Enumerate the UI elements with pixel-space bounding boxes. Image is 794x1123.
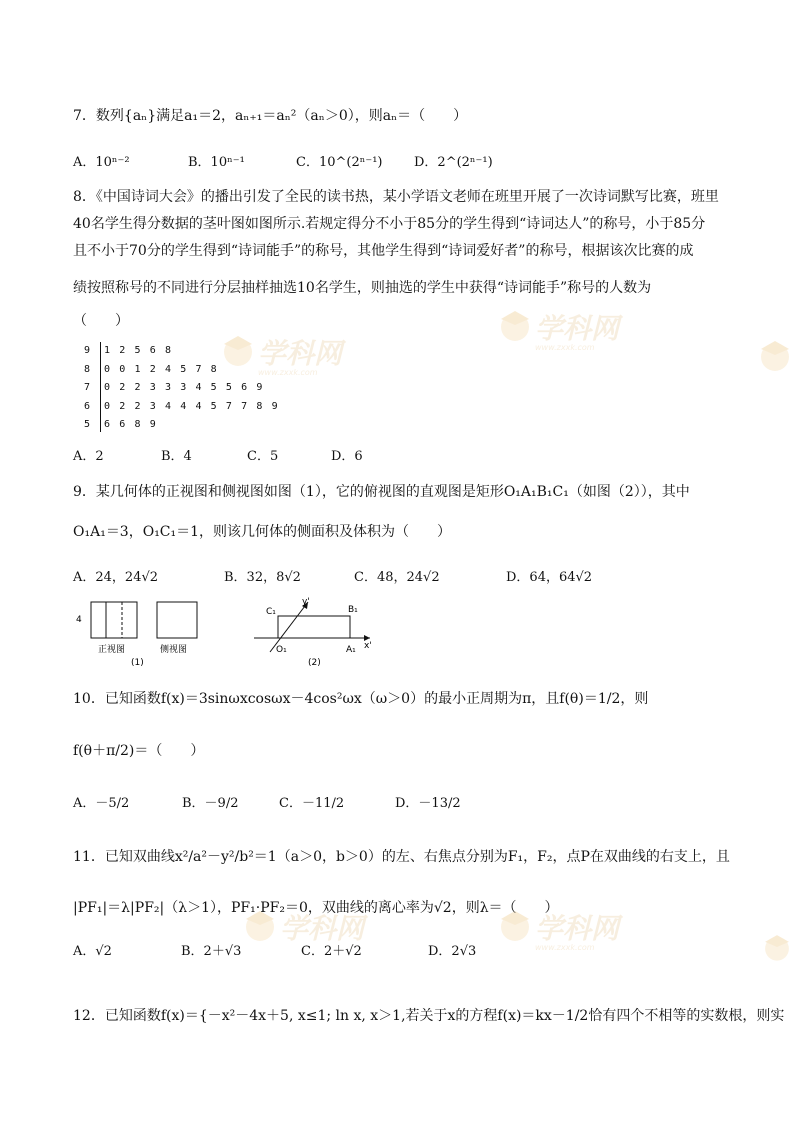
watermark-logo-2: 学科网 www.zxxk.com bbox=[495, 305, 675, 365]
q9-option-c: C．48，24√2 bbox=[354, 570, 440, 585]
label-o1: O₁ bbox=[276, 645, 287, 655]
q7-option-c: C．10^(2ⁿ⁻¹) bbox=[296, 155, 383, 170]
fig2-caption: (2) bbox=[308, 658, 321, 668]
q11-option-d: D．2√3 bbox=[428, 944, 477, 959]
side-view-rect bbox=[157, 602, 197, 638]
label-a1: A₁ bbox=[346, 645, 356, 655]
question-7-stem: 7．数列{aₙ}满足a₁＝2，aₙ₊₁＝aₙ²（aₙ＞0），则aₙ＝（ ） bbox=[73, 108, 468, 124]
stem-leaf-row: 8 0 0 1 2 4 5 7 8 bbox=[84, 363, 219, 375]
front-view-label: 正视图 bbox=[98, 645, 126, 655]
fig1-height-label: 4 bbox=[76, 615, 82, 625]
q9-option-b: B．32，8√2 bbox=[224, 570, 301, 585]
watermark-logo-4: 学科网 www.zxxk.com bbox=[495, 905, 675, 965]
question-8-line-4: 绩按照称号的不同进行分层抽样抽选10名学生，则抽选的学生中获得“诗词能手”称号的人数为 bbox=[73, 280, 652, 296]
figure-2-rectangle bbox=[250, 596, 380, 668]
q11-option-b: B．2＋√3 bbox=[181, 944, 242, 959]
stem-leaf-row: 6 0 2 2 3 4 4 4 5 7 7 8 9 bbox=[84, 400, 280, 412]
q9-option-d: D．64，64√2 bbox=[506, 570, 593, 585]
q8-option-a: A．2 bbox=[73, 449, 104, 464]
watermark-logo-5: 学科网 bbox=[240, 905, 400, 965]
question-8-line-3: 且不小于70分的学生得到“诗词能手”的称号，其他学生得到“诗词爱好者”的称号，根据该次比赛的成 bbox=[73, 243, 694, 259]
watermark-logo-1: 学科网 www.zxxk.com bbox=[218, 330, 398, 390]
question-8-line-2: 40名学生得分数据的茎叶图如图所示.若规定得分不小于85分的学生得到“诗词达人”的称号，小于85分 bbox=[73, 216, 706, 232]
q7-option-d: D．2^(2ⁿ⁻¹) bbox=[414, 155, 493, 170]
stem-leaf-plot bbox=[84, 342, 279, 435]
label-c1: C₁ bbox=[266, 607, 276, 617]
question-9-line-2: O₁A₁＝3，O₁C₁＝1，则该几何体的侧面积及体积为（ ） bbox=[73, 524, 452, 540]
question-8-line-5: （ ） bbox=[73, 313, 129, 329]
question-11-line-1: 11．已知双曲线x²/a²－y²/b²＝1（a＞0，b＞0）的左、右焦点分别为F₁，F₂，点P在双曲线的右支上，且 bbox=[73, 849, 730, 865]
label-x: x' bbox=[364, 641, 372, 651]
q10-option-b: B．－9/2 bbox=[182, 796, 239, 811]
q8-option-d: D．6 bbox=[331, 449, 363, 464]
question-8-line-1: 8．《中国诗词大会》的播出引发了全民的读书热，某小学语文老师在班里开展了一次诗词默写比赛，班里 bbox=[73, 189, 719, 205]
question-12-line-1: 12．已知函数f(x)＝{－x²－4x＋5, x≤1; ln x, x＞1,若关于x的方程f(x)＝kx－1/2恰有四个不相等的实数根，则实 bbox=[73, 1008, 785, 1024]
label-y: y' bbox=[302, 597, 310, 607]
figure-1-views bbox=[70, 596, 210, 668]
q10-option-d: D．－13/2 bbox=[395, 796, 461, 811]
stem-leaf-row: 9 1 2 5 6 8 bbox=[84, 345, 173, 356]
question-9-line-1: 9．某几何体的正视图和侧视图如图（1），它的俯视图的直观图是矩形O₁A₁B₁C₁（如图（2）），其中 bbox=[73, 484, 690, 500]
question-10-line-1: 10．已知函数f(x)＝3sinωxcosωx－4cos²ωx（ω＞0）的最小正周期为π，且f(θ)＝1/2，则 bbox=[73, 691, 649, 707]
q10-option-c: C．－11/2 bbox=[279, 796, 345, 811]
watermark-logo-6 bbox=[760, 930, 794, 980]
q7-option-b: B．10ⁿ⁻¹ bbox=[188, 155, 245, 170]
stem-leaf-row: 7 0 2 2 3 3 3 4 5 5 6 9 bbox=[84, 382, 265, 393]
label-b1: B₁ bbox=[348, 605, 358, 615]
fig1-caption: (1) bbox=[131, 658, 144, 668]
q11-option-c: C．2＋√2 bbox=[301, 944, 362, 959]
q9-option-a: A．24，24√2 bbox=[73, 570, 159, 585]
q8-option-c: C．5 bbox=[247, 449, 279, 464]
q11-option-a: A．√2 bbox=[73, 944, 112, 959]
question-10-line-2: f(θ＋π/2)＝（ ） bbox=[73, 743, 205, 759]
stem-leaf-row: 5 6 6 8 9 bbox=[84, 419, 158, 430]
q10-option-a: A．－5/2 bbox=[73, 796, 130, 811]
front-view-rect bbox=[91, 602, 137, 638]
q8-option-b: B．4 bbox=[161, 449, 192, 464]
side-view-label: 侧视图 bbox=[160, 645, 188, 655]
question-11-line-2: |PF₁|＝λ|PF₂|（λ＞1），PF₁·PF₂＝0，双曲线的离心率为√2，则λ＝（ ） bbox=[73, 900, 559, 916]
watermark-logo-3 bbox=[755, 335, 794, 395]
q7-option-a: A．10ⁿ⁻² bbox=[73, 155, 130, 170]
